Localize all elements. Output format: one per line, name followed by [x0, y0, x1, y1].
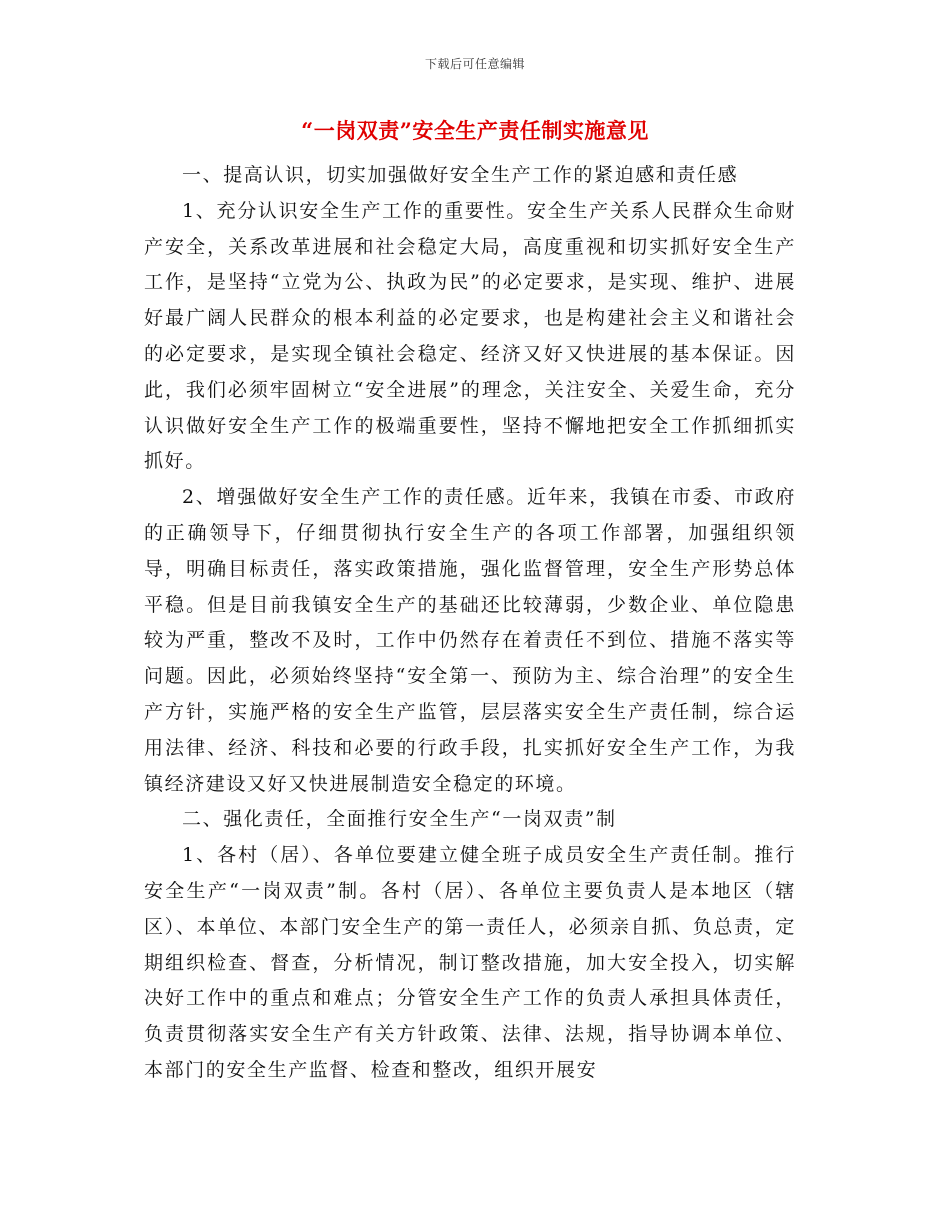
section-heading-1: 一、提高认识，切实加强做好安全生产工作的紧迫感和责任感	[182, 164, 739, 186]
document-title: “一岗双责”安全生产责任制实施意见	[301, 118, 649, 143]
body-paragraph: 2、增强做好安全生产工作的责任感。近年来，我镇在市委、市政府的正确领导下，仔细贯彻执行安全生产的各项工作部署，加强组织领导，明确目标责任，落实政策措施，强化监督管理，安全生产形势总体平稳。但是目前我镇安全生产的基础还比较薄弱，少数企业、单位隐患较为严重，整改不及时，工作中仍然存在着责任不到位、措施不落实等问题。因此，必须始终坚持“安全第一、预防为主、综合治理”的安全生产方针，实施严格的安全生产监管，层层落实安全生产责任制，综合运用法律、经济、科技和必要的行政手段，扎实抓好安全生产工作，为我镇经济建设又好又快进展制造安全稳定的环境。	[144, 486, 796, 795]
section-heading-2: 二、强化责任，全面推行安全生产“一岗双责”制	[182, 808, 617, 831]
body-paragraph: 1、充分认识安全生产工作的重要性。安全生产关系人民群众生命财产安全，关系改革进展和社会稳定大局，高度重视和切实抓好安全生产工作，是坚持“立党为公、执政为民”的必定要求，是实现、维护、进展好最广阔人民群众的根本利益的必定要求，也是构建社会主义和谐社会的必定要求，是实现全镇社会稳定、经济又好又快进展的基本保证。因此，我们必须牢固树立“安全进展”的理念，关注安全、关爱生命，充分认识做好安全生产工作的极端重要性，坚持不懈地把安全工作抓细抓实抓好。	[144, 199, 796, 473]
document-body	[144, 158, 796, 1089]
page-header: 下载后可任意编辑	[424, 57, 525, 71]
body-paragraph: 1、各村（居）、各单位要建立健全班子成员安全生产责任制。推行安全生产“一岗双责”制。各村（居）、各单位主要负责人是本地区（辖区）、本单位、本部门安全生产的第一责任人，必须亲自抓、负总责，定期组织检查、督查，分析情况，制订整改措施，加大安全投入，切实解决好工作中的重点和难点；分管安全生产工作的负责人承担具体责任，负责贯彻落实安全生产有关方针政策、法律、法规，指导协调本单位、本部门的安全生产监督、检查和整改，组织开展安	[144, 844, 796, 1081]
